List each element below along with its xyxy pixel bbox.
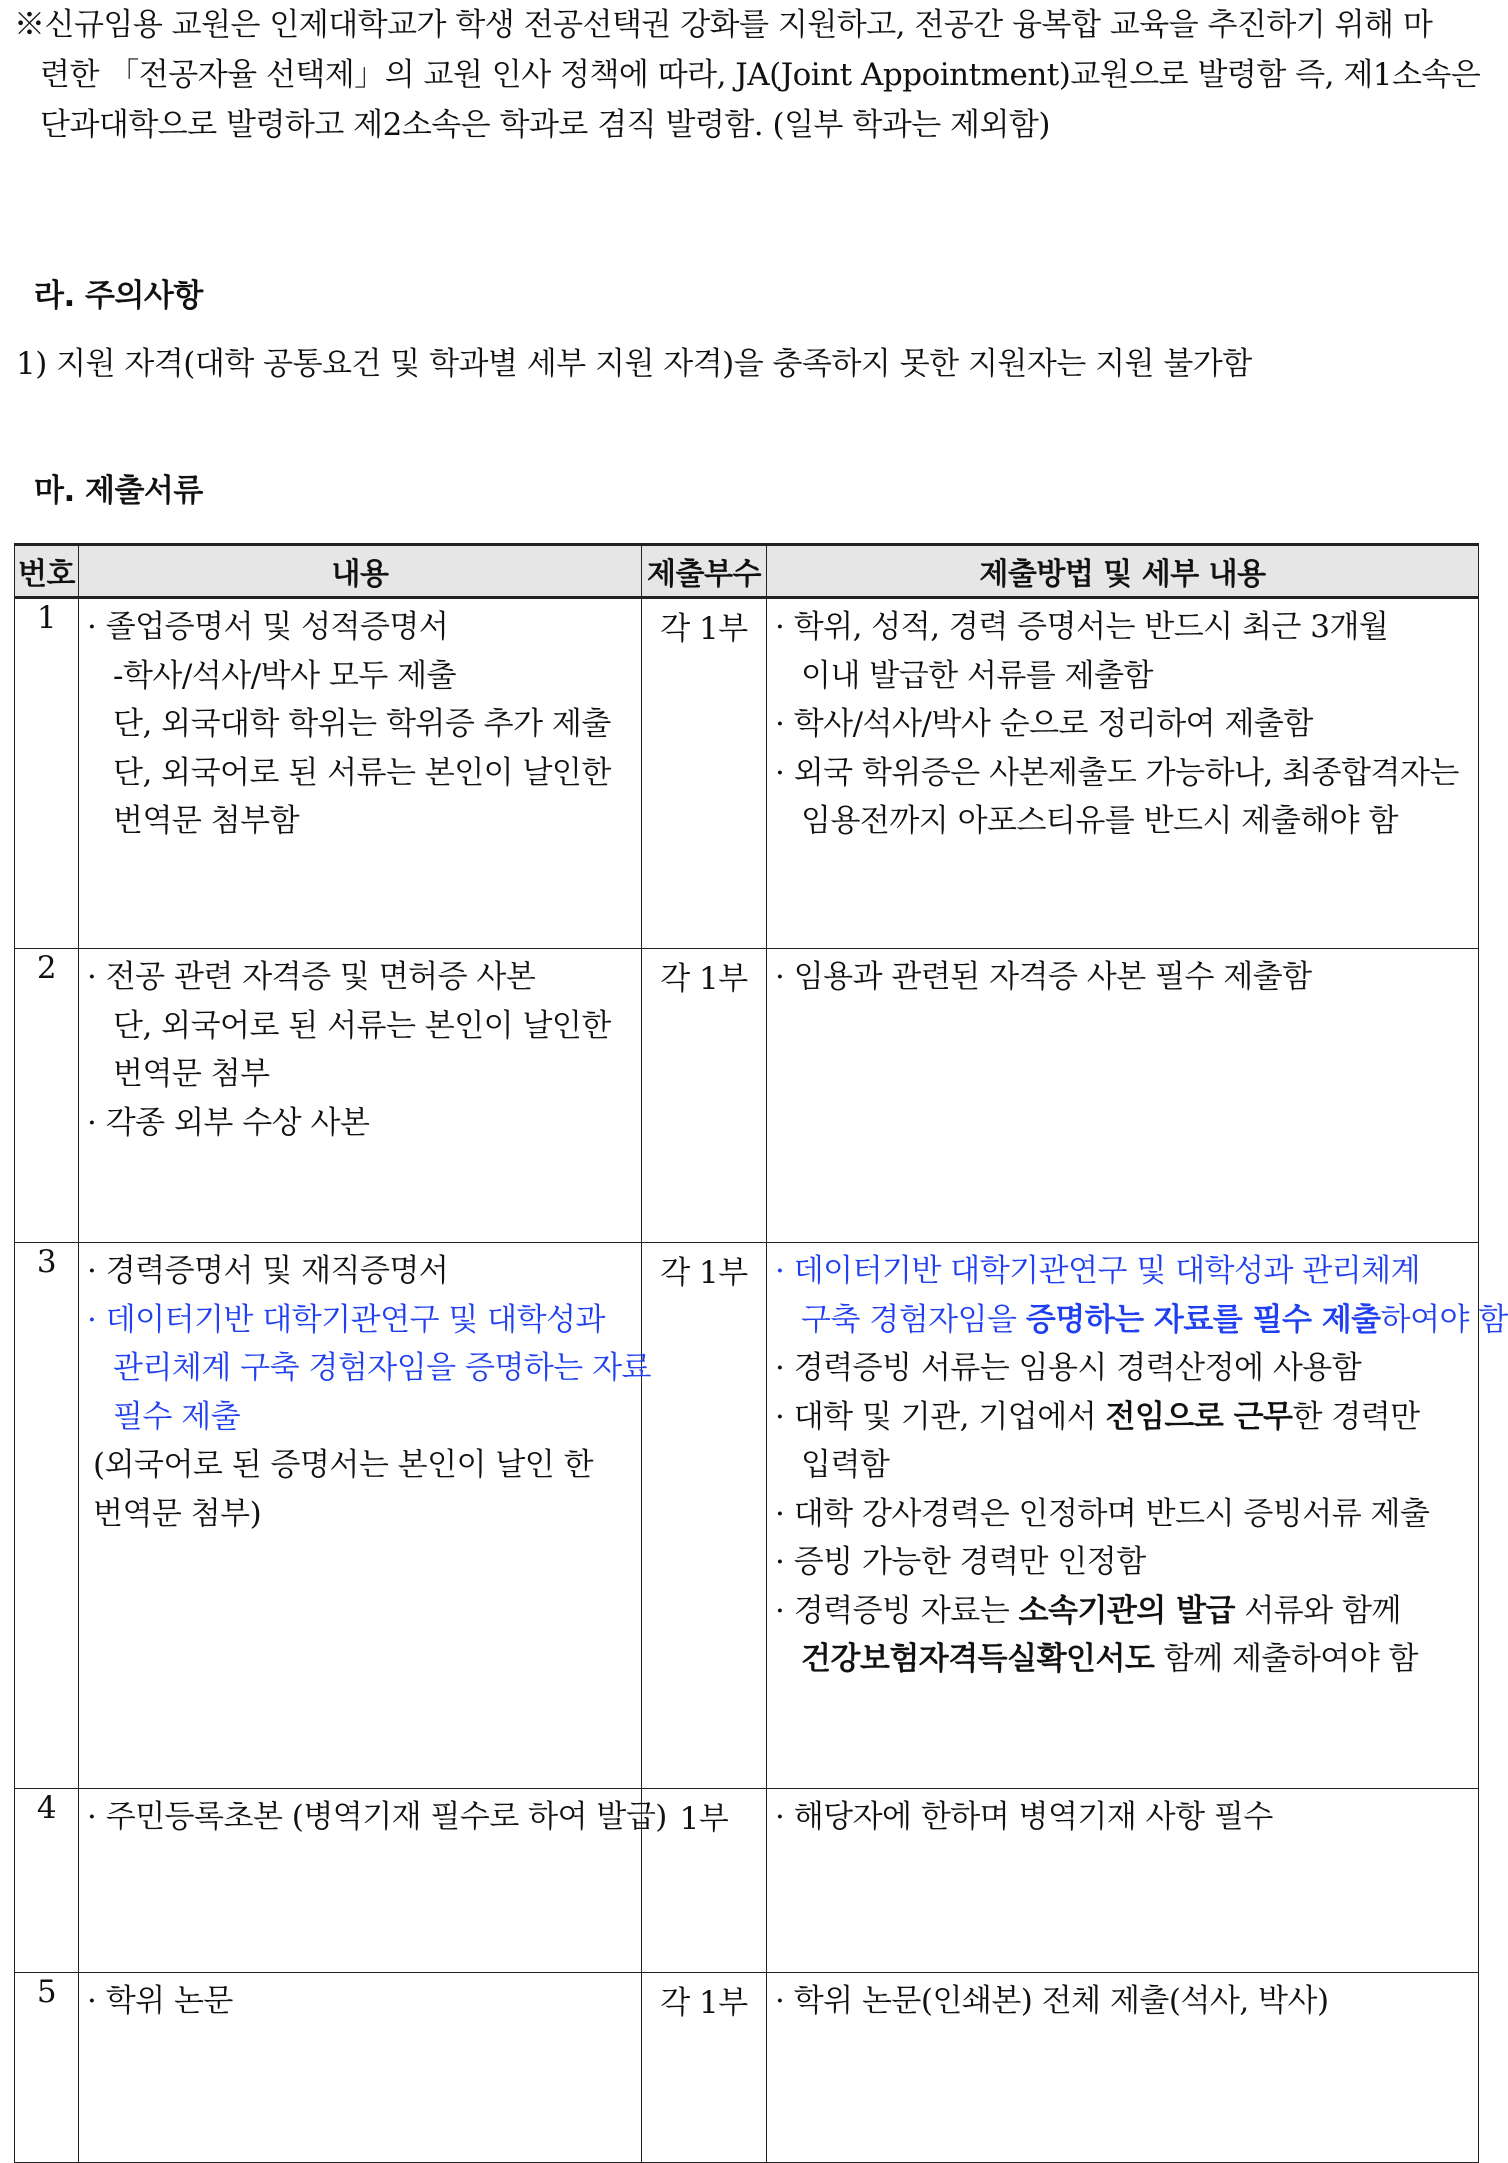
content-line: · 주민등록초본 (병역기재 필수로 하여 발급) — [87, 1799, 667, 1835]
row-number: 3 — [15, 1243, 79, 1789]
content-line: · 각종 외부 수상 사본 — [87, 1104, 370, 1141]
method-text: · 대학 및 기관, 기업에서 — [775, 1398, 1106, 1435]
method-line: · 증빙 가능한 경력만 인정함 — [775, 1544, 1146, 1580]
content-line: 단, 외국대학 학위는 학위증 추가 제출 — [113, 706, 611, 742]
method-text: 함께 제출하여야 함 — [1154, 1641, 1418, 1677]
row-number: 1 — [15, 598, 79, 949]
notice-line: ※신규임용 교원은 인제대학교가 학생 전공선택권 강화를 지원하고, 전공간 융복합 교육을 추진하기 위해 마 — [14, 7, 1433, 43]
table-row — [15, 1243, 1479, 1789]
method-line: · 학위 논문(인쇄본) 전체 제출(석사, 박사) — [775, 1983, 1329, 2019]
method-line-highlight — [775, 1296, 1508, 1345]
table-row — [15, 1973, 1479, 2163]
method-text: 서류와 함께 — [1234, 1592, 1401, 1629]
method-line: · 경력증빙 서류는 임용시 경력산정에 사용함 — [775, 1350, 1362, 1386]
caution-heading: 라. 주의사항 — [34, 278, 203, 314]
row-copies: 각 1부 — [642, 1973, 767, 2163]
row-method — [767, 1243, 1508, 1789]
content-line-highlight: · 데이터기반 대학기관연구 및 대학성과 — [87, 1301, 605, 1338]
content-line: 단, 외국어로 된 서류는 본인이 날인한 — [113, 754, 611, 791]
method-line: · 해당자에 한하며 병역기재 사항 필수 — [775, 1799, 1273, 1835]
method-line — [775, 1393, 1470, 1442]
content-line: · 경력증명서 및 재직증명서 — [87, 1253, 449, 1289]
row-number: 5 — [15, 1973, 79, 2163]
notice-line: 단과대학으로 발령하고 제2소속은 학과로 겸직 발령함. (일부 학과는 제외함) — [40, 107, 1050, 143]
row-copies: 1부 — [642, 1789, 767, 1973]
method-line — [775, 1635, 1470, 1684]
column-header-copies: 제출부수 — [642, 545, 767, 598]
content-line-highlight: 관리체계 구축 경험자임을 증명하는 자료 — [113, 1350, 651, 1386]
method-text: · 경력증빙 자료는 — [775, 1592, 1019, 1629]
table-row — [15, 949, 1479, 1243]
row-method — [767, 949, 1479, 1243]
notice-line: 련한 「전공자율 선택제」의 교원 인사 정책에 따라, JA(Joint Appointment)교원으로 발령함 즉, 제1소속은 — [40, 57, 1481, 93]
content-line: (외국어로 된 증명서는 본인이 날인 한 — [93, 1447, 594, 1483]
row-copies: 각 1부 — [642, 949, 767, 1243]
method-text-emphasis: 증명하는 자료를 필수 제출 — [1025, 1301, 1381, 1338]
ja-appointment-notice — [14, 0, 1481, 150]
method-line: 입력함 — [801, 1447, 890, 1483]
row-content — [79, 949, 642, 1243]
method-text-emphasis: 전임으로 근무 — [1105, 1398, 1293, 1435]
content-line: -학사/석사/박사 모두 제출 — [113, 657, 457, 694]
row-content — [79, 1243, 651, 1789]
content-line: 번역문 첨부 — [113, 1056, 270, 1092]
content-line: · 학위 논문 — [87, 1983, 233, 2019]
method-text-emphasis: 소속기관의 발급 — [1018, 1592, 1235, 1629]
documents-heading: 마. 제출서류 — [34, 473, 203, 509]
method-line: · 학사/석사/박사 순으로 정리하여 제출함 — [775, 706, 1313, 742]
method-line: 임용전까지 아포스티유를 반드시 제출해야 함 — [801, 803, 1398, 839]
method-line — [775, 1587, 1470, 1636]
method-line: · 대학 강사경력은 인정하며 반드시 증빙서류 제출 — [775, 1495, 1430, 1532]
table-header-row — [15, 545, 1479, 598]
method-text: 한 경력만 — [1292, 1398, 1420, 1435]
content-line: 번역문 첨부) — [93, 1495, 262, 1532]
caution-item-1: 1) 지원 자격(대학 공통요건 및 학과별 세부 지원 자격)을 충족하지 못한 지원자는 지원 불가함 — [16, 346, 1252, 382]
row-method — [767, 1789, 1479, 1973]
method-line: · 외국 학위증은 사본제출도 가능하나, 최종합격자는 — [775, 754, 1459, 791]
row-content — [79, 1789, 667, 1973]
method-text: 하여야 함 — [1380, 1301, 1508, 1338]
content-line-highlight: 필수 제출 — [113, 1398, 241, 1435]
row-copies: 각 1부 — [642, 1243, 767, 1789]
row-content — [79, 598, 642, 949]
row-method — [767, 1973, 1479, 2163]
content-line: · 졸업증명서 및 성적증명서 — [87, 609, 449, 645]
column-header-content: 내용 — [79, 545, 642, 598]
documents-table — [14, 543, 1508, 2163]
table-row — [15, 598, 1479, 949]
content-line: 단, 외국어로 된 서류는 본인이 날인한 — [113, 1007, 611, 1044]
row-number: 4 — [15, 1789, 79, 1973]
column-header-number: 번호 — [15, 545, 79, 598]
method-text-emphasis: 건강보험자격득실확인서도 — [801, 1641, 1155, 1677]
method-line: · 임용과 관련된 자격증 사본 필수 제출함 — [775, 959, 1312, 995]
method-text: 구축 경험자임을 — [801, 1301, 1026, 1338]
content-line: · 전공 관련 자격증 및 면허증 사본 — [87, 959, 536, 995]
table-row — [15, 1789, 1479, 1973]
content-line: 번역문 첨부함 — [113, 803, 300, 839]
row-method — [767, 598, 1479, 949]
column-header-method: 제출방법 및 세부 내용 — [767, 545, 1479, 598]
method-line: · 학위, 성적, 경력 증명서는 반드시 최근 3개월 — [775, 609, 1389, 645]
row-content — [79, 1973, 642, 2163]
method-line-highlight: · 데이터기반 대학기관연구 및 대학성과 관리체계 — [775, 1253, 1421, 1289]
method-line: 이내 발급한 서류를 제출함 — [801, 657, 1153, 694]
row-number: 2 — [15, 949, 79, 1243]
row-copies: 각 1부 — [642, 598, 767, 949]
